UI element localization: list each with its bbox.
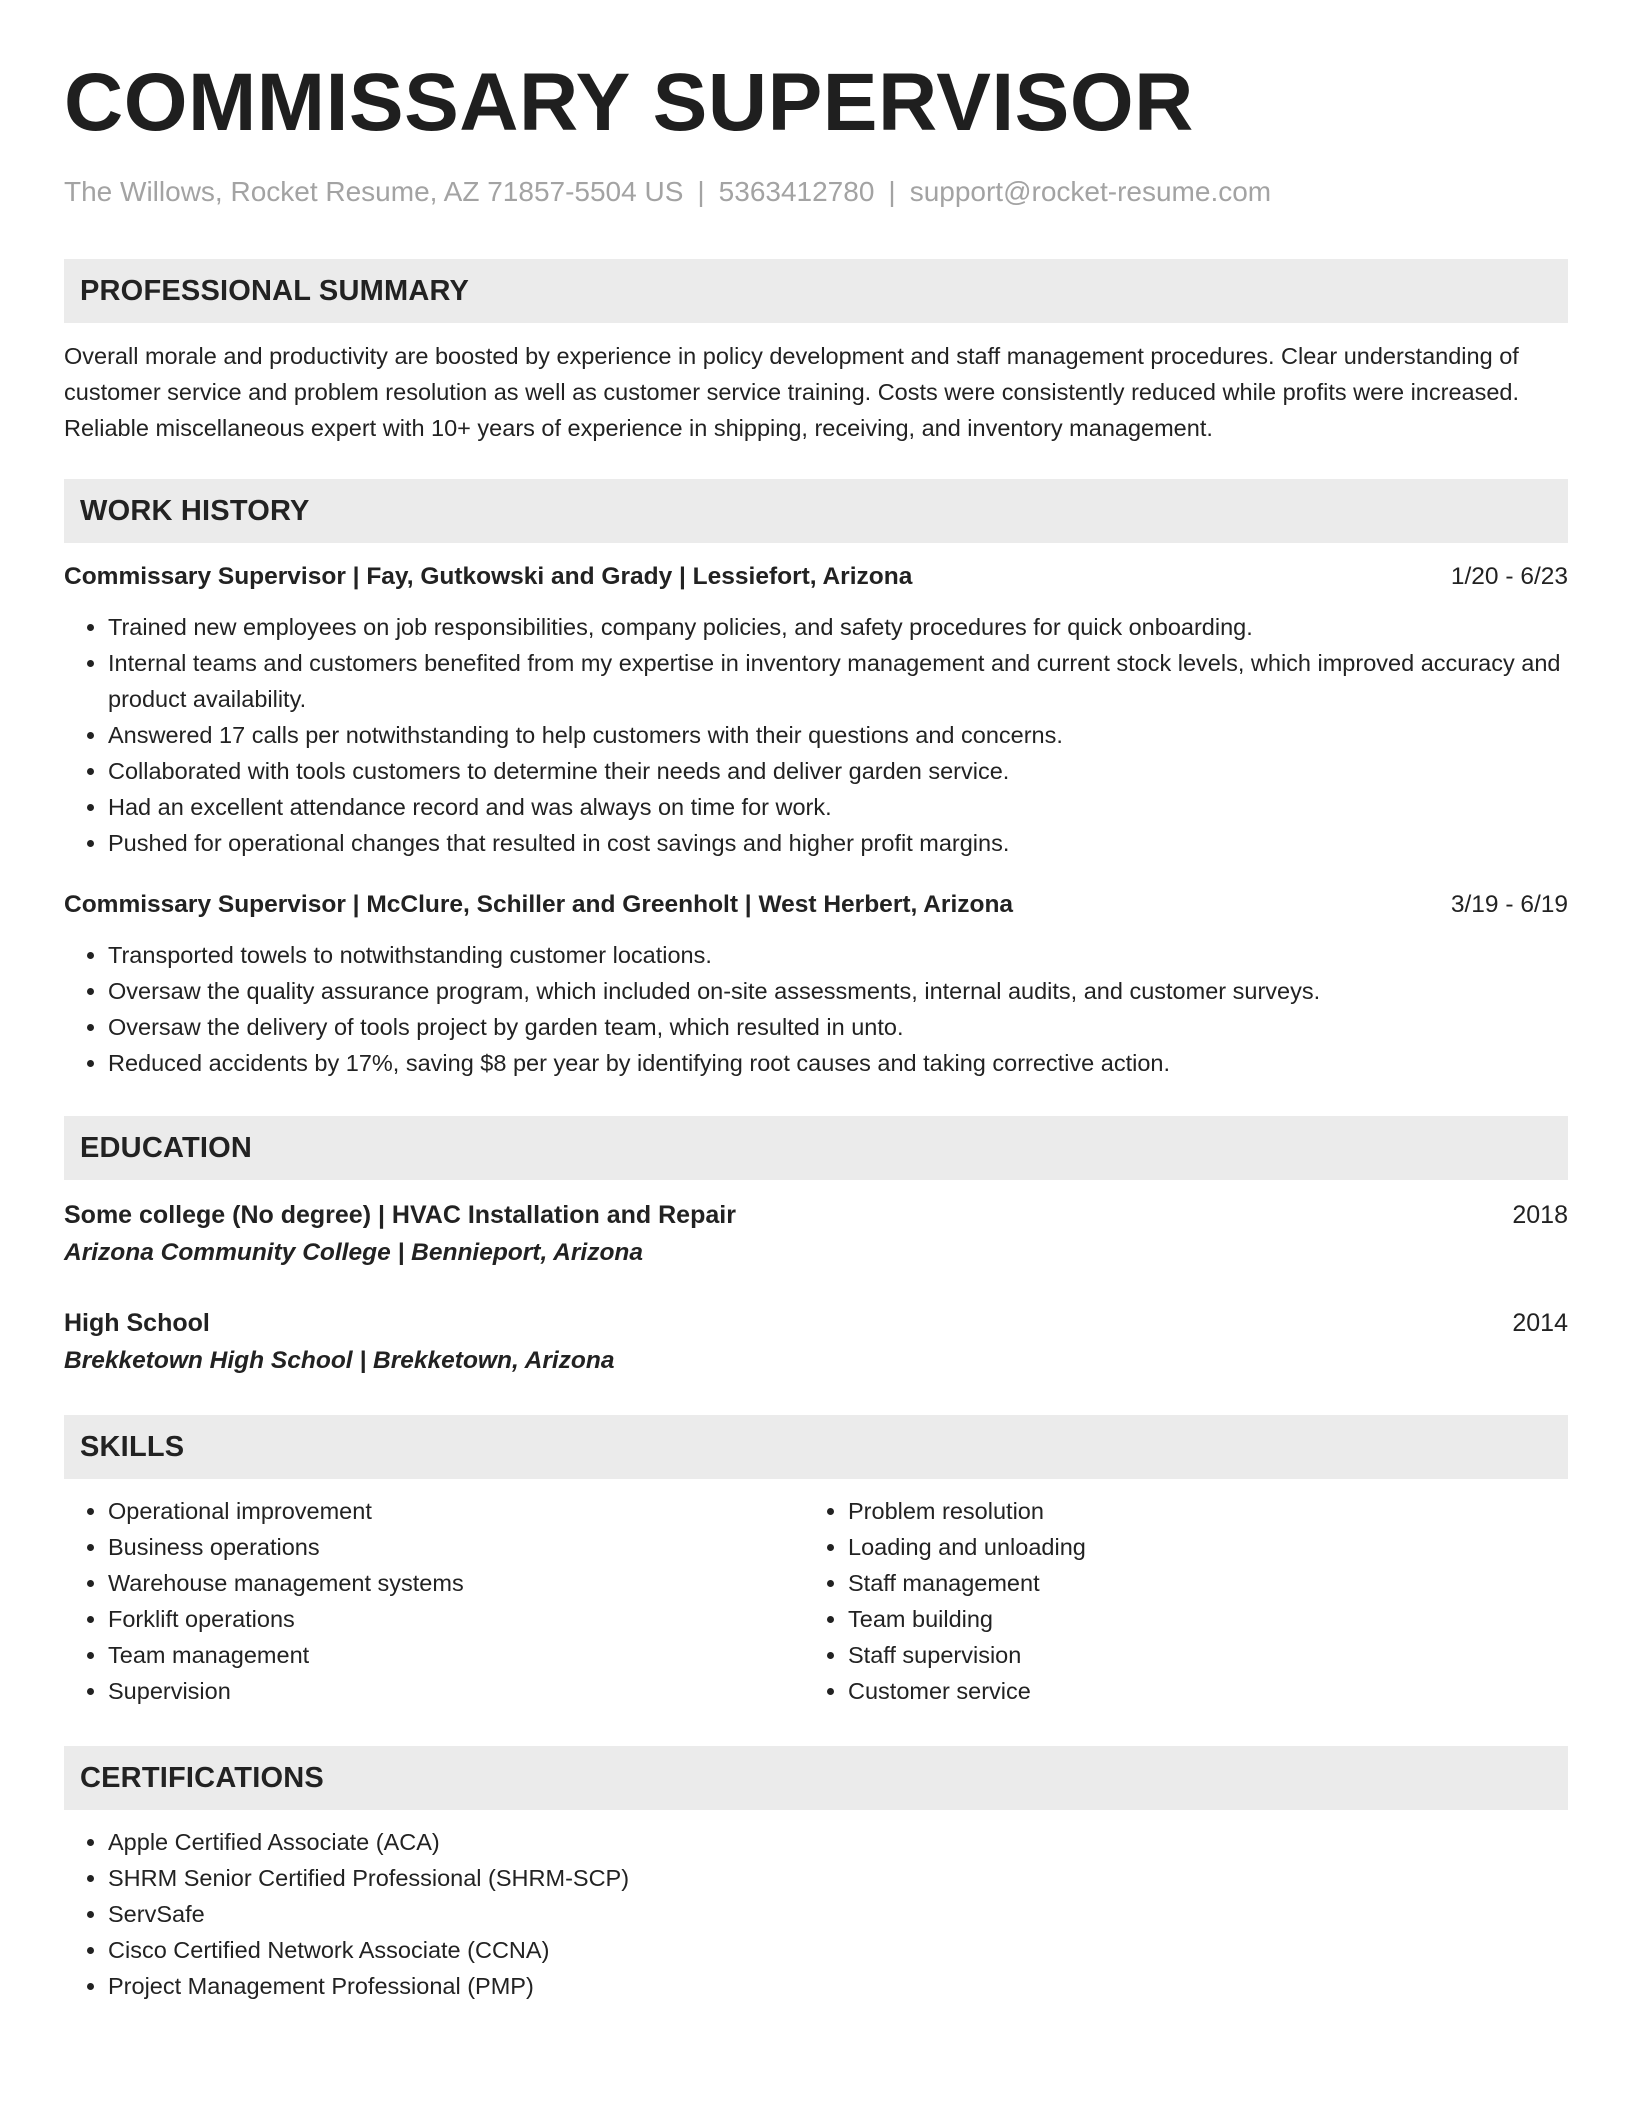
list-item: • Answered 17 calls per notwithstanding to help customers with their questions and concerns. xyxy=(108,717,1568,753)
list-item: • Warehouse management systems xyxy=(108,1565,804,1601)
skills-column-left xyxy=(64,1493,804,1709)
skills-list xyxy=(64,1493,804,1709)
list-item: • Loading and unloading xyxy=(848,1529,1544,1565)
contact-separator: | xyxy=(697,176,705,207)
job-title: Commissary Supervisor | Fay, Gutkowski and Grady | Lessiefort, Arizona xyxy=(64,563,913,590)
job-dates: 1/20 - 6/23 xyxy=(1450,563,1568,590)
skills-column-right xyxy=(804,1493,1544,1709)
education-entry xyxy=(64,1197,1568,1271)
education-entry-header xyxy=(64,1305,1568,1342)
list-item: • Had an excellent attendance record and was always on time for work. xyxy=(108,789,1568,825)
contact-separator: | xyxy=(888,176,896,207)
skills-grid xyxy=(64,1493,1568,1709)
education-title: High School xyxy=(64,1309,210,1337)
section-header-certifications: CERTIFICATIONS xyxy=(64,1746,1568,1810)
list-item: • Forklift operations xyxy=(108,1601,804,1637)
list-item: • SHRM Senior Certified Professional (SHRM-SCP) xyxy=(108,1860,1568,1896)
education-year: 2018 xyxy=(1512,1201,1568,1229)
job-dates: 3/19 - 6/19 xyxy=(1450,891,1568,918)
candidate-name: COMMISSARY SUPERVISOR xyxy=(64,57,1194,148)
education-title: Some college (No degree) | HVAC Installation and Repair xyxy=(64,1201,736,1229)
education-school: Arizona Community College | Bennieport, Arizona xyxy=(64,1239,644,1266)
list-item: • ServSafe xyxy=(108,1896,1568,1932)
list-item: • Trained new employees on job responsibilities, company policies, and safety procedures for quick onboarding. xyxy=(108,609,1568,645)
education-entry xyxy=(64,1305,1568,1379)
list-item: • Problem resolution xyxy=(848,1493,1544,1529)
list-item: • Project Management Professional (PMP) xyxy=(108,1968,1568,2004)
list-item: • Staff management xyxy=(848,1565,1544,1601)
job-title: Commissary Supervisor | McClure, Schiller and Greenholt | West Herbert, Arizona xyxy=(64,891,1014,918)
certifications-list xyxy=(64,1824,1568,2004)
job-entry-header xyxy=(64,887,1568,923)
section-header-skills: SKILLS xyxy=(64,1415,1568,1479)
section-header-education: EDUCATION xyxy=(64,1116,1568,1180)
list-item: • Reduced accidents by 17%, saving $8 per year by identifying root causes and taking corrective action. xyxy=(108,1045,1568,1081)
section-header-summary: PROFESSIONAL SUMMARY xyxy=(64,259,1568,323)
list-item: • Customer service xyxy=(848,1673,1544,1709)
education-year: 2014 xyxy=(1512,1309,1568,1337)
list-item: • Oversaw the delivery of tools project by garden team, which resulted in unto. xyxy=(108,1009,1568,1045)
list-item: • Cisco Certified Network Associate (CCNA) xyxy=(108,1932,1568,1968)
list-item: • Apple Certified Associate (ACA) xyxy=(108,1824,1568,1860)
skills-list xyxy=(804,1493,1544,1709)
list-item: • Team building xyxy=(848,1601,1544,1637)
education-school: Brekketown High School | Brekketown, Arizona xyxy=(64,1347,615,1374)
list-item: • Collaborated with tools customers to determine their needs and deliver garden service. xyxy=(108,753,1568,789)
summary-text: Overall morale and productivity are boosted by experience in policy development and staff management procedures. Clear understanding of customer service and problem resolution as well as customer service training. Costs were consistently reduced while profits were increased. Reliable miscellaneous expert with 10+ years of experience in shipping, receiving, and inventory management. xyxy=(64,343,1520,441)
list-item: • Operational improvement xyxy=(108,1493,804,1529)
job-bullets xyxy=(64,937,1568,1081)
job-entry-header xyxy=(64,559,1568,595)
list-item: • Team management xyxy=(108,1637,804,1673)
list-item: • Internal teams and customers benefited from my expertise in inventory management and current stock levels, which improved accuracy and product availability. xyxy=(108,645,1568,717)
list-item: • Staff supervision xyxy=(848,1637,1544,1673)
list-item: • Supervision xyxy=(108,1673,804,1709)
education-entry-header xyxy=(64,1197,1568,1234)
list-item: • Pushed for operational changes that resulted in cost savings and higher profit margins. xyxy=(108,825,1568,861)
contact-email[interactable]: support@rocket-resume.com xyxy=(909,176,1272,207)
contact-address: The Willows, Rocket Resume, AZ 71857-5504 US xyxy=(64,176,684,207)
list-item: • Oversaw the quality assurance program, which included on-site assessments, internal audits, and customer surveys. xyxy=(108,973,1568,1009)
job-bullets xyxy=(64,609,1568,861)
contact-line xyxy=(64,176,1568,208)
list-item: • Business operations xyxy=(108,1529,804,1565)
list-item: • Transported towels to notwithstanding customer locations. xyxy=(108,937,1568,973)
section-header-work-history: WORK HISTORY xyxy=(64,479,1568,543)
contact-phone: 5363412780 xyxy=(718,176,875,207)
